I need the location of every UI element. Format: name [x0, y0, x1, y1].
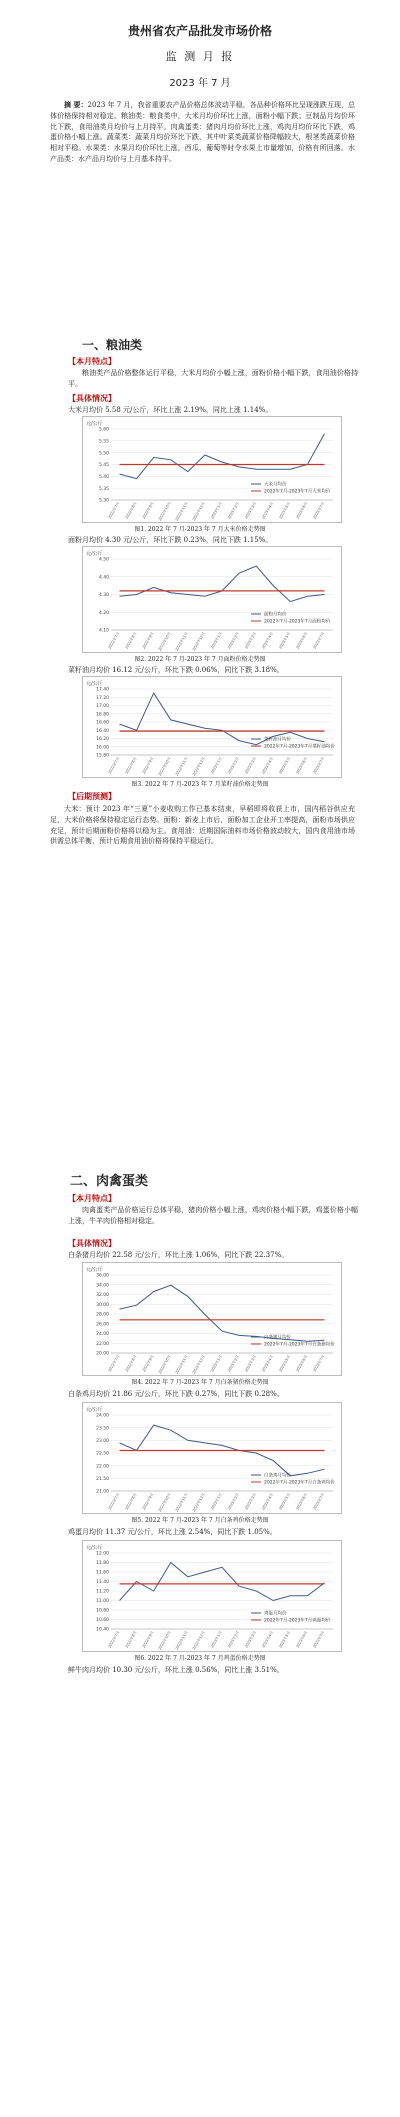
x-tick-label: 2023年5月	[278, 1354, 292, 1373]
y-tick-label: 10.60	[96, 1618, 109, 1624]
legend-label: 大米月均价	[264, 482, 287, 488]
doc-date: 2023 年 7 月	[169, 78, 231, 89]
price-beef: 鲜牛肉月均价 10.30 元/公斤，环比上涨 0.56%，同比上涨 3.51%。	[68, 1666, 284, 1674]
x-tick-label: 2022年9月	[141, 1492, 155, 1511]
figure-caption-pork: 图4. 2022 年 7 月-2023 年 7 月白条猪价格走势图	[131, 1379, 269, 1386]
series-line-monthly	[120, 693, 325, 745]
price-flour: 面粉月均价 4.30 元/公斤，环比下跌 0.23%，同比下跌 1.15%。	[68, 536, 273, 544]
y-tick-label: 16.40	[96, 728, 109, 734]
figure-caption-flour: 图2. 2022 年 7 月-2023 年 7 月面粉价格走势图	[134, 656, 266, 663]
y-tick-label: 30.00	[96, 1302, 109, 1308]
doc-title: 贵州省农产品批发市场价格	[127, 24, 272, 38]
y-axis-unit: 元/公斤	[86, 681, 103, 687]
x-tick-label: 2023年4月	[261, 1492, 275, 1511]
y-tick-label: 11.00	[96, 1599, 109, 1605]
y-tick-label: 10.80	[96, 1608, 109, 1614]
x-tick-label: 2023年3月	[244, 1630, 258, 1649]
y-tick-label: 5.60	[98, 427, 109, 433]
x-tick-label: 2023年7月	[312, 1492, 326, 1511]
y-axis-unit: 元/公斤	[86, 1407, 103, 1413]
chart-rice-svg	[83, 417, 341, 522]
x-tick-label: 2022年8月	[124, 1354, 138, 1373]
x-tick-label: 2023年4月	[261, 501, 275, 520]
x-tick-label: 2023年5月	[278, 1492, 292, 1511]
chart-flour-svg	[83, 547, 341, 652]
x-tick-label: 2022年11月	[174, 756, 189, 777]
chart-flour	[82, 546, 342, 653]
legend-label: 2022年7月-2023年7月面粉均价	[264, 619, 331, 625]
chart-egg-svg	[83, 1541, 341, 1651]
price-chicken: 白条鸡月均价 21.86 元/公斤，环比下跌 0.27%，同比下跌 0.28%。	[68, 1390, 284, 1398]
x-tick-label: 2023年5月	[278, 631, 292, 650]
x-tick-label: 2022年12月	[191, 1354, 206, 1375]
x-tick-label: 2022年7月	[107, 756, 121, 775]
x-tick-label: 2022年8月	[124, 1630, 138, 1649]
y-tick-label: 4.30	[98, 593, 109, 599]
x-tick-label: 2023年6月	[295, 756, 309, 775]
figure-caption-chicken: 图5. 2022 年 7 月-2023 年 7 月白条鸡价格走势图	[131, 1517, 269, 1524]
month-features-text: 粮油类产品价格整体运行平稳，大米月均价小幅上涨，面粉价格小幅下跌，食用油价格持平。	[68, 369, 358, 388]
x-tick-label: 2022年9月	[141, 631, 155, 650]
y-tick-label: 10.40	[96, 1627, 109, 1633]
y-tick-label: 5.40	[98, 474, 109, 480]
chart-egg	[82, 1540, 342, 1652]
legend-label: 鸡蛋月均价	[264, 1611, 287, 1617]
y-tick-label: 16.20	[96, 737, 109, 743]
tag-detail: 【具体情况】	[68, 394, 116, 403]
legend-label: 2022年7月-2023年7月白条猪均价	[264, 1342, 335, 1348]
x-tick-label: 2022年12月	[191, 1492, 206, 1513]
y-axis-unit: 元/公斤	[86, 1267, 103, 1273]
x-tick-label: 2023年2月	[227, 631, 240, 650]
x-tick-label: 2022年7月	[107, 501, 121, 520]
x-tick-label: 2023年6月	[295, 501, 309, 520]
y-tick-label: 5.45	[98, 463, 109, 469]
x-tick-label: 2023年7月	[312, 501, 326, 520]
y-tick-label: 11.40	[96, 1580, 109, 1586]
y-tick-label: 12.00	[96, 1551, 109, 1557]
x-tick-label: 2023年1月	[210, 1492, 223, 1511]
x-tick-label: 2023年3月	[244, 756, 258, 775]
x-tick-label: 2022年7月	[107, 1354, 121, 1373]
y-tick-label: 22.00	[96, 1464, 109, 1470]
y-tick-label: 11.20	[96, 1589, 109, 1595]
y-axis-unit: 元/公斤	[86, 421, 103, 427]
price-oil: 菜籽油月均价 16.12 元/公斤，环比下跌 0.06%，同比下跌 3.18%。	[68, 666, 284, 674]
abstract-paragraph	[50, 100, 355, 332]
y-tick-label: 4.10	[98, 628, 109, 634]
tag-month-features-2: 【本月特点】	[68, 1194, 116, 1203]
x-tick-label: 2022年10月	[157, 631, 172, 652]
x-tick-label: 2022年9月	[141, 756, 155, 775]
x-tick-label: 2022年10月	[157, 1630, 172, 1651]
y-tick-label: 21.50	[96, 1476, 109, 1482]
y-axis-unit: 元/公斤	[86, 551, 103, 557]
price-pork: 白条猪月均价 22.58 元/公斤，环比上涨 1.06%，同比下跌 22.37%。	[68, 1251, 289, 1259]
y-tick-label: 22.50	[96, 1451, 109, 1457]
x-tick-label: 2023年7月	[312, 1354, 326, 1373]
legend-label: 白条猪月均价	[264, 1335, 291, 1341]
y-tick-label: 17.40	[96, 687, 109, 693]
y-tick-label: 32.00	[96, 1293, 109, 1299]
chart-rice	[82, 416, 342, 523]
price-egg: 鸡蛋月均价 11.37 元/公斤，环比上涨 2.54%，同比下跌 1.05%。	[68, 1528, 277, 1536]
y-tick-label: 28.00	[96, 1312, 109, 1318]
y-tick-label: 16.00	[96, 745, 109, 751]
legend-label: 2022年7月-2023年7月白条鸡均价	[264, 1480, 335, 1486]
x-tick-label: 2022年11月	[174, 1492, 189, 1513]
price-rice: 大米月均价 5.58 元/公斤，环比上涨 2.19%，同比上涨 1.14%。	[68, 406, 273, 414]
y-tick-label: 11.60	[96, 1570, 109, 1576]
x-tick-label: 2023年2月	[227, 1630, 240, 1649]
y-tick-label: 15.80	[96, 753, 109, 759]
x-tick-label: 2023年4月	[261, 756, 275, 775]
chart-pork	[82, 1262, 342, 1376]
chart-pork-svg	[83, 1263, 341, 1375]
y-tick-label: 17.20	[96, 695, 109, 701]
section-title-grain-oil: 一、粮油类	[82, 338, 143, 352]
y-tick-label: 23.00	[96, 1438, 109, 1444]
y-axis-unit: 元/公斤	[86, 1545, 103, 1551]
y-tick-label: 5.55	[98, 439, 109, 445]
x-tick-label: 2022年12月	[191, 1630, 206, 1651]
x-tick-label: 2023年2月	[227, 501, 240, 520]
series-line-monthly	[120, 434, 325, 479]
x-tick-label: 2023年1月	[210, 501, 223, 520]
x-tick-label: 2022年12月	[191, 501, 206, 522]
x-tick-label: 2022年9月	[141, 1354, 155, 1373]
x-tick-label: 2023年4月	[261, 1630, 275, 1649]
month-features-text-2: 肉禽蛋类产品价格运行总体平稳，猪肉价格小幅上涨，鸡肉价格小幅下跌，鸡蛋价格小幅上涨，牛羊肉价格相对稳定。	[68, 1206, 358, 1225]
series-line-monthly	[120, 1285, 325, 1341]
x-tick-label: 2023年1月	[210, 1630, 223, 1649]
x-tick-label: 2023年4月	[261, 1354, 275, 1373]
x-tick-label: 2023年1月	[210, 1354, 223, 1373]
chart-chicken	[82, 1402, 342, 1514]
legend-label: 2022年7月-2023年7月鸡蛋均价	[264, 1618, 331, 1624]
x-tick-label: 2022年10月	[157, 1354, 172, 1375]
x-tick-label: 2022年12月	[191, 631, 206, 652]
section-title-meat-egg: 二、肉禽蛋类	[70, 1174, 149, 1189]
y-tick-label: 36.00	[96, 1273, 109, 1279]
legend-label: 2022年7月-2023年7月菜籽油均价	[264, 744, 335, 750]
x-tick-label: 2023年7月	[312, 1630, 326, 1649]
x-tick-label: 2022年11月	[174, 1354, 189, 1375]
x-tick-label: 2022年10月	[157, 501, 172, 522]
chart-oil-svg	[83, 677, 341, 777]
x-tick-label: 2023年5月	[278, 756, 292, 775]
x-tick-label: 2022年7月	[107, 1492, 121, 1511]
y-tick-label: 26.00	[96, 1322, 109, 1328]
x-tick-label: 2022年8月	[124, 631, 138, 650]
legend-label: 菜籽油月均价	[264, 737, 291, 743]
x-tick-label: 2023年2月	[227, 1354, 240, 1373]
x-tick-label: 2023年3月	[244, 631, 258, 650]
y-tick-label: 16.80	[96, 712, 109, 718]
y-tick-label: 11.80	[96, 1561, 109, 1567]
x-tick-label: 2023年2月	[227, 1492, 240, 1511]
y-tick-label: 17.00	[96, 704, 109, 710]
forecast-paragraph: 大米：预计 2023 年“三夏”小麦收购工作已基本结束，早稻即将收获上市，国内稻谷供应充足，大米价格将保持稳定运行态势。面粉：新麦上市后，面粉加工企业开工率提高，面粉市场供应充足，预计后期面粉价格将以稳为主。食用油：近期国际油料市场价格波动较大，国内食用油市场供需总体平衡，预计后期食用油价格将保持平稳运行。	[50, 805, 355, 846]
x-tick-label: 2022年10月	[157, 1492, 172, 1513]
y-tick-label: 24.00	[96, 1413, 109, 1419]
legend-label: 面粉月均价	[264, 612, 287, 618]
x-tick-label: 2022年11月	[174, 1630, 189, 1651]
figure-caption-rice: 图1. 2022 年 7 月-2023 年 7 月大米价格走势图	[134, 526, 266, 533]
x-tick-label: 2023年6月	[295, 1354, 309, 1373]
figure-caption-egg: 图6. 2022 年 7 月-2023 年 7 月鸡蛋价格走势图	[134, 1655, 266, 1662]
y-tick-label: 21.00	[96, 1489, 109, 1495]
legend-label: 白条鸡月均价	[264, 1473, 291, 1479]
x-tick-label: 2023年1月	[210, 756, 223, 775]
x-tick-label: 2023年6月	[295, 1630, 309, 1649]
y-tick-label: 22.00	[96, 1341, 109, 1347]
tag-detail-2: 【具体情况】	[68, 1239, 116, 1248]
x-tick-label: 2023年3月	[244, 501, 258, 520]
x-tick-label: 2022年8月	[124, 756, 138, 775]
x-tick-label: 2023年1月	[210, 631, 223, 650]
x-tick-label: 2023年7月	[312, 756, 326, 775]
x-tick-label: 2023年5月	[278, 501, 292, 520]
x-tick-label: 2023年5月	[278, 1630, 292, 1649]
y-tick-label: 5.50	[98, 451, 109, 457]
x-tick-label: 2023年7月	[312, 631, 326, 650]
tag-month-features: 【本月特点】	[68, 357, 116, 366]
doc-subtitle: 监 测 月 报	[165, 50, 235, 63]
x-tick-label: 2023年6月	[295, 631, 309, 650]
x-tick-label: 2022年9月	[141, 501, 155, 520]
chart-oil	[82, 676, 342, 778]
y-tick-label: 23.50	[96, 1426, 109, 1432]
y-tick-label: 5.30	[98, 498, 109, 504]
y-tick-label: 4.50	[98, 557, 109, 563]
abstract-text: 2023 年 7 月，我省重要农产品价格总体波动平稳，各品种价格环比呈现涨跌互现，总体价格保持相对稳定。粮油类：粮食类中，大米月均价环比上涨，面粉小幅下跌；豆制品月均价环比下跌，食用油类月均价与上月持平。肉禽蛋类：猪肉月均价环比上涨，鸡肉月均价环比下跌，鸡蛋价格小幅上涨。蔬菜类：蔬菜月均价环比下跌，其中叶菜类蔬菜价格降幅较大，根茎类蔬菜价格相对平稳。水果类：水果月均价环比上涨，西瓜、葡萄等时令水果上市量增加，价格有所回落。水产品类：水产品月均价与上月基本持平。	[50, 101, 355, 163]
figure-caption-oil: 图3. 2022 年 7 月-2023 年 7 月菜籽油价格走势图	[131, 781, 269, 788]
y-tick-label: 4.40	[98, 575, 109, 581]
y-tick-label: 16.60	[96, 720, 109, 726]
x-tick-label: 2023年6月	[295, 1492, 309, 1511]
x-tick-label: 2022年9月	[141, 1630, 155, 1649]
x-tick-label: 2022年8月	[124, 1492, 138, 1511]
x-tick-label: 2022年11月	[174, 631, 189, 652]
x-tick-label: 2022年11月	[174, 501, 189, 522]
y-tick-label: 4.20	[98, 610, 109, 616]
x-tick-label: 2023年2月	[227, 756, 240, 775]
x-tick-label: 2023年3月	[244, 1354, 258, 1373]
abstract-label: 摘 要：	[64, 100, 88, 109]
chart-chicken-svg	[83, 1403, 341, 1513]
tag-forecast: 【后期预测】	[68, 792, 116, 801]
x-tick-label: 2022年7月	[107, 631, 121, 650]
y-tick-label: 20.00	[96, 1351, 109, 1357]
x-tick-label: 2022年12月	[191, 756, 206, 777]
legend-label: 2022年7月-2023年7月大米均价	[264, 489, 331, 495]
x-tick-label: 2023年3月	[244, 1492, 258, 1511]
series-line-monthly	[120, 566, 325, 602]
x-tick-label: 2022年8月	[124, 501, 138, 520]
y-tick-label: 5.35	[98, 486, 109, 492]
y-tick-label: 34.00	[96, 1283, 109, 1289]
y-tick-label: 24.00	[96, 1332, 109, 1338]
x-tick-label: 2023年4月	[261, 631, 275, 650]
x-tick-label: 2022年10月	[157, 756, 172, 777]
x-tick-label: 2022年7月	[107, 1630, 121, 1649]
